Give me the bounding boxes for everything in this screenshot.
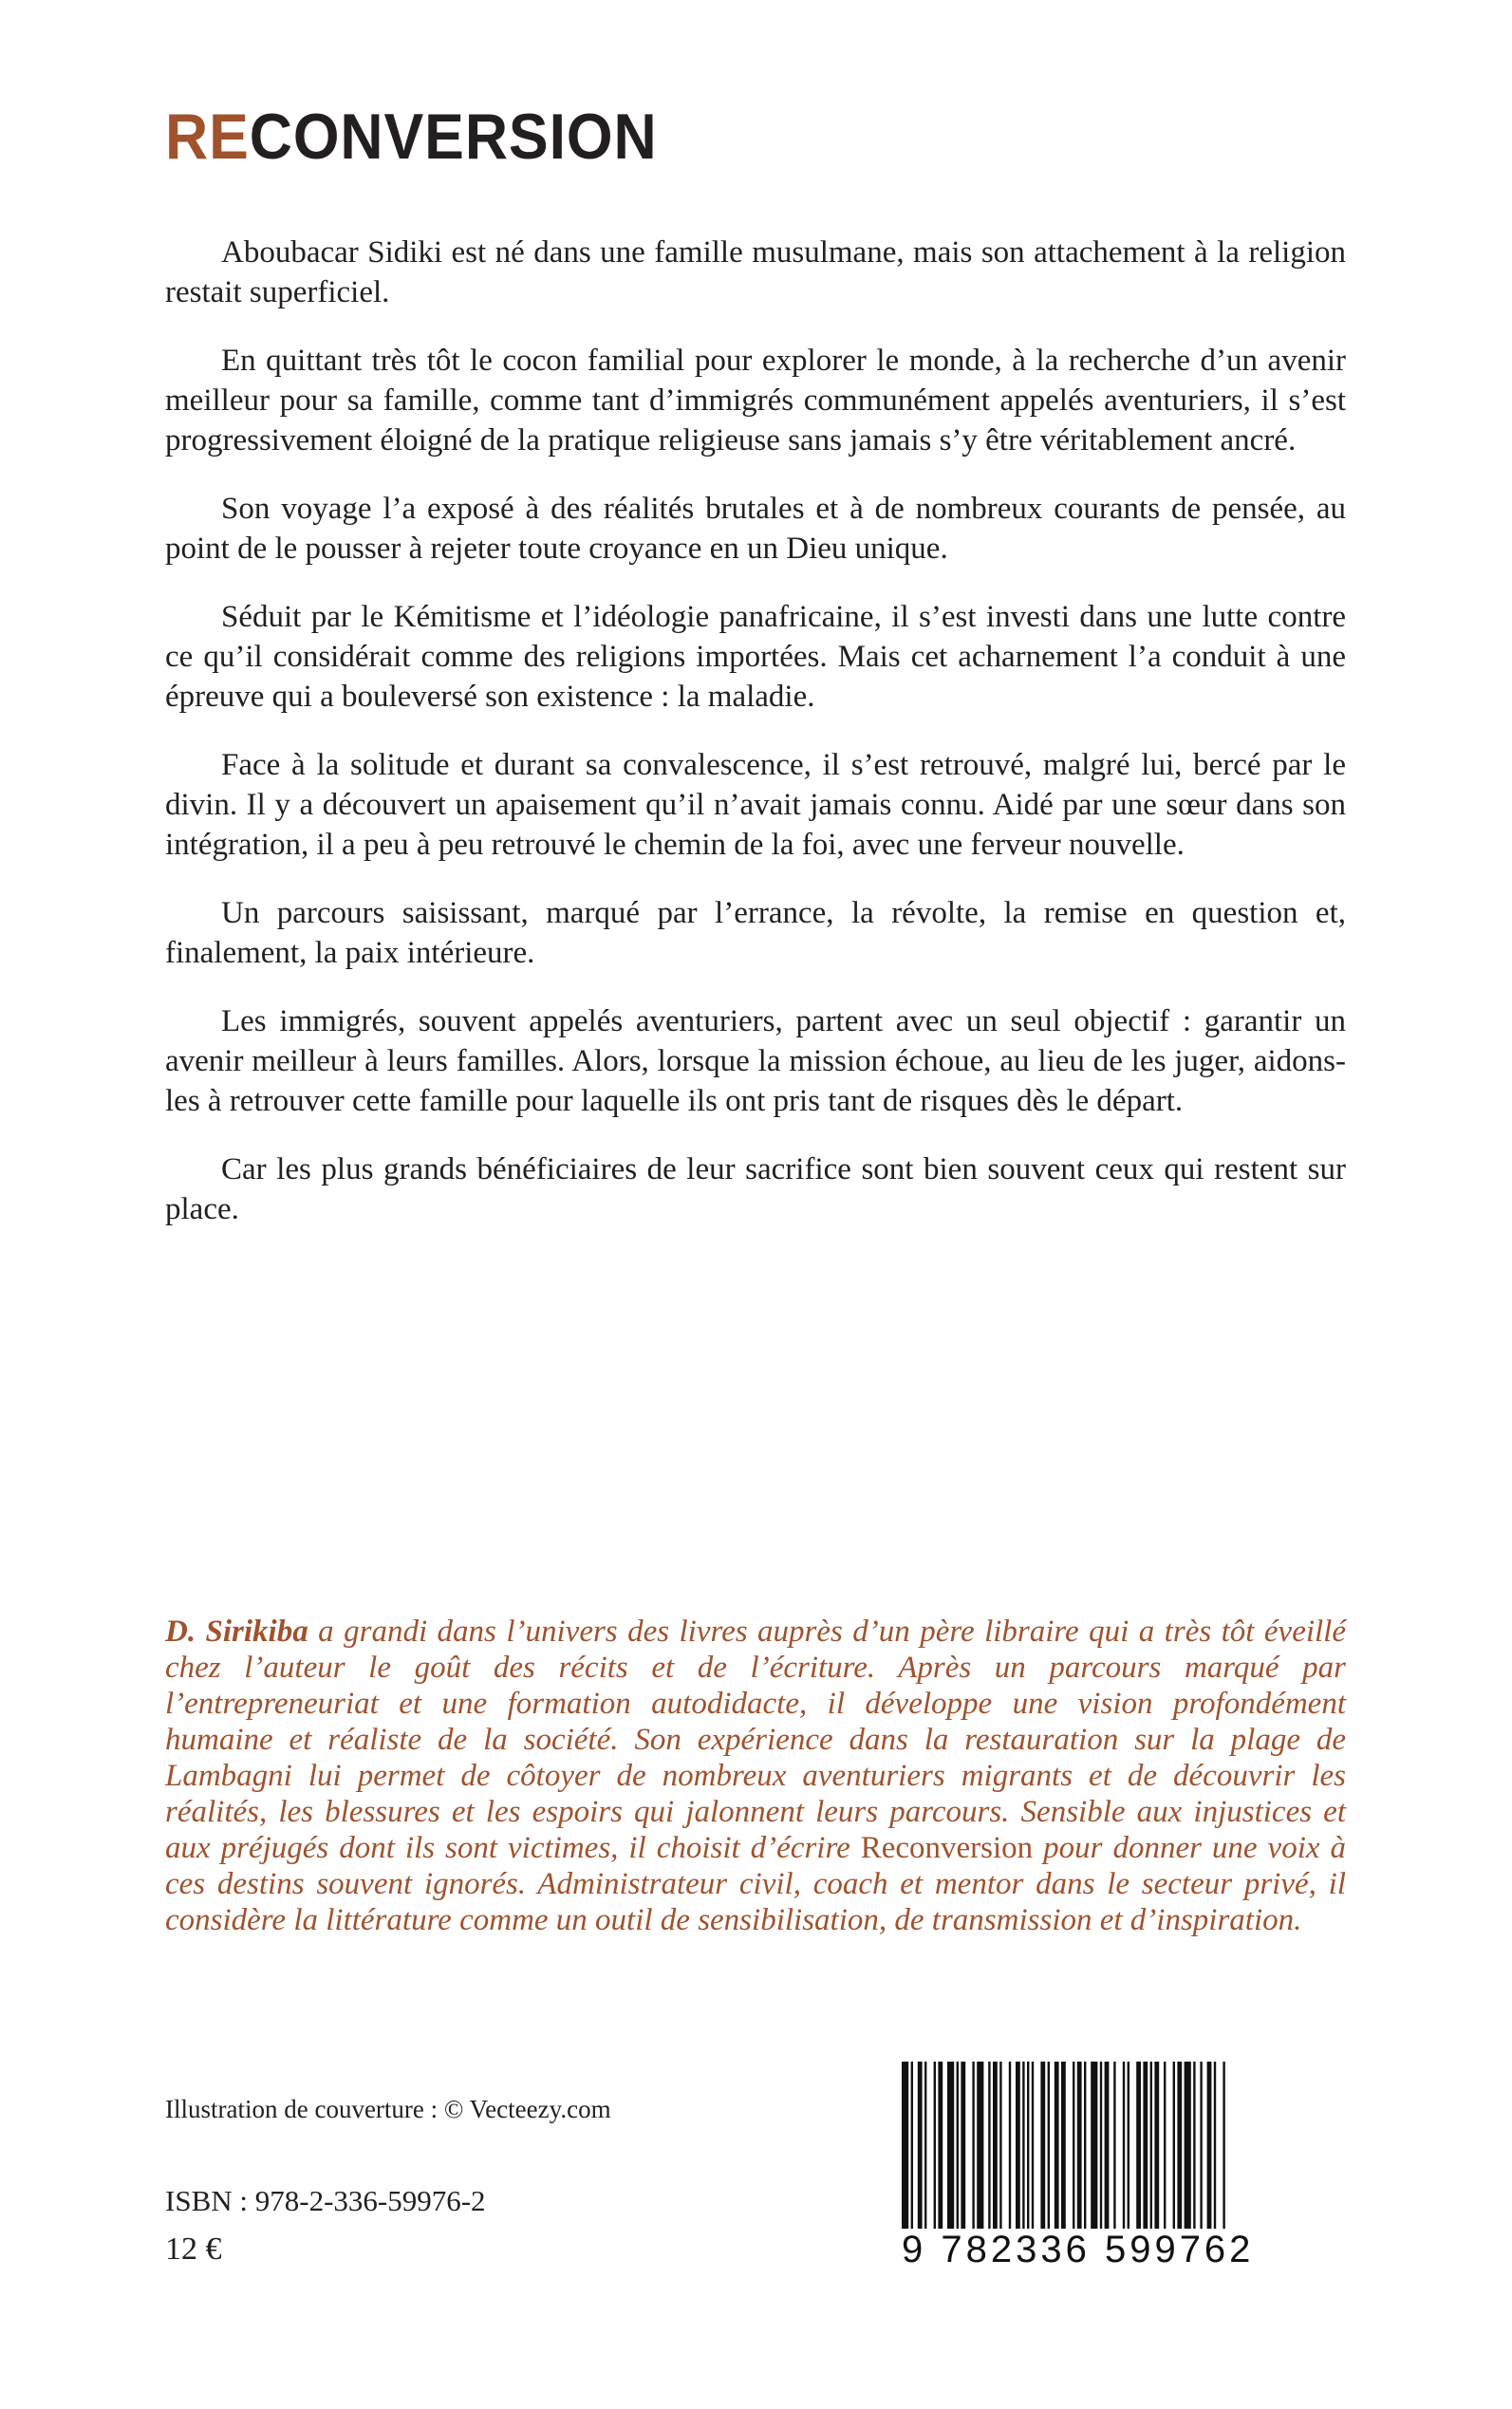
barcode-bar [993, 2062, 998, 2229]
title-accent: RE [165, 101, 250, 173]
barcode-bar [902, 2062, 908, 2229]
blurb-paragraph-3: Son voyage l’a exposé à des réalités brutales et à de nombreux courants de pensée, au point de le pousser à rejeter toute croyance en un Dieu unique. [165, 492, 1346, 566]
barcode-digits: 9 782336 599762 [902, 2229, 1255, 2270]
barcode-bar [911, 2062, 913, 2229]
barcode-bars [896, 2062, 1352, 2229]
barcode-bar [961, 2062, 965, 2229]
barcode-bar [1173, 2062, 1175, 2229]
barcode-bar [1113, 2062, 1115, 2229]
barcode-bar [1223, 2062, 1224, 2229]
barcode-bar [924, 2062, 926, 2229]
barcode-bar [1214, 2062, 1216, 2229]
barcode-bar [1105, 2062, 1110, 2229]
blurb-text [165, 233, 1346, 1258]
blurb-paragraph-8: Car les plus grands bénéficiaires de leur sacrifice sont bien souvent ceux qui restent sur place. [165, 1152, 1346, 1226]
barcode-bar [1207, 2062, 1212, 2229]
blurb-paragraph-4: Séduit par le Kémitisme et l’idéologie panafricaine, il s’est investi dans une lutte contre ce qu’il considérait comme des religions importées. Mais cet acharnement l’a conduit à une épreuve qui a bouleversé son existence : la maladie. [165, 600, 1346, 714]
blurb-paragraph-2: En quittant très tôt le cocon familial pour explorer le monde, à la recherche d’un avenir meilleur pour sa famille, comme tant d’immigrés communément appelés aventuriers, il s’est progressivement éloigné de la pratique religieuse sans jamais s’y être véritablement ancré. [165, 344, 1346, 458]
blurb-paragraph-6: Un parcours saisissant, marqué par l’errance, la révolte, la remise en question et, finalement, la paix intérieure. [165, 896, 1346, 970]
barcode-bar [934, 2062, 936, 2229]
barcode-bar [999, 2062, 1001, 2229]
barcode-bar [1009, 2062, 1011, 2229]
barcode-bar [918, 2062, 923, 2229]
barcode-bar [1073, 2062, 1074, 2229]
barcode-bar [957, 2062, 959, 2229]
isbn: ISBN : 978-2-336-59976-2 [165, 2184, 486, 2217]
bio-text-before: a grandi dans l’univers des livres auprès d’un père libraire qui a très tôt éveillé chez l’auteur le goût des récits et de l’écriture. Après un parcours marqué par l’entrepreneuriat et une formation autodidacte, il développe une vision profondément humaine et réaliste de la société. Son expérience dans la restauration sur la plage de Lambagni lui permet de côtoyer de nombreux aventuriers migrants et de découvrir les réalités, les blessures et les espoirs qui jalonnent leurs parcours. Sensible aux injustices et aux préjugés dont ils sont victimes, il choisit d’écrire [165, 1615, 1346, 1865]
blurb-paragraph-1: Aboubacar Sidiki est né dans une famille musulmane, mais son attachement à la religion restait superficiel. [165, 235, 1346, 309]
author-name: D. Sirikiba [165, 1615, 308, 1649]
barcode-bar [1091, 2062, 1097, 2229]
barcode-bar [1143, 2062, 1148, 2229]
barcode-bar [1040, 2062, 1045, 2229]
barcode-bar [1193, 2062, 1195, 2229]
barcode-bar [1150, 2062, 1152, 2229]
title-rest: CONVERSION [249, 101, 658, 173]
barcode-bar [1100, 2062, 1102, 2229]
blurb-paragraph-5: Face à la solitude et durant sa convalescence, il s’est retrouvé, malgré lui, bercé par le divin. Il y a découvert un apaisement qu’il n’avait jamais connu. Aidé par une sœur dans son intégration, il a peu à peu retrouvé le chemin de la foi, avec une ferveur nouvelle. [165, 748, 1346, 862]
barcode-bar [1185, 2062, 1191, 2229]
barcode-bar [1022, 2062, 1024, 2229]
blurb-paragraph-7: Les immigrés, souvent appelés aventuriers, partent avec un seul objectif : garantir un avenir meilleur à leurs familles. Alors, lorsque la mission échoue, au lieu de les juger, aidons-les à retrouver cette famille pour laquelle ils ont pris tant de risques dès le départ. [165, 1004, 1346, 1118]
barcode-bar [972, 2062, 974, 2229]
barcode-bar [1055, 2062, 1059, 2229]
book-title [165, 101, 658, 173]
bio-book-title: Reconversion [860, 1831, 1034, 1865]
barcode-bar [1027, 2062, 1029, 2229]
barcode-bar [1032, 2062, 1034, 2229]
barcode-bar [1154, 2062, 1159, 2229]
barcode-bar [1016, 2062, 1020, 2229]
barcode-bar [1048, 2062, 1050, 2229]
barcode-bar [1123, 2062, 1125, 2229]
illustration-credit: Illustration de couverture : © Vecteezy.com [165, 2095, 611, 2123]
barcode-bar [1061, 2062, 1066, 2229]
barcode-bar [1084, 2062, 1086, 2229]
price: 12 € [165, 2232, 222, 2267]
barcode-bar [1077, 2062, 1082, 2229]
barcode-bar [988, 2062, 990, 2229]
barcode-bar [1164, 2062, 1166, 2229]
barcode-bar [947, 2062, 954, 2229]
author-bio [165, 1614, 1346, 1938]
barcode-bar [938, 2062, 943, 2229]
barcode-bar [1136, 2062, 1141, 2229]
barcode-bar [1200, 2062, 1202, 2229]
barcode-bar [977, 2062, 983, 2229]
barcode-bar [1128, 2062, 1129, 2229]
bio-text-after: pour donner une voix à ces destins souvent ignorés. Administrateur civil, coach et mentor dans le secteur privé, il considère la littérature comme un outil de sensibilisation, de transmission et d’inspiration. [165, 1831, 1346, 1937]
barcode-bar [1177, 2062, 1182, 2229]
